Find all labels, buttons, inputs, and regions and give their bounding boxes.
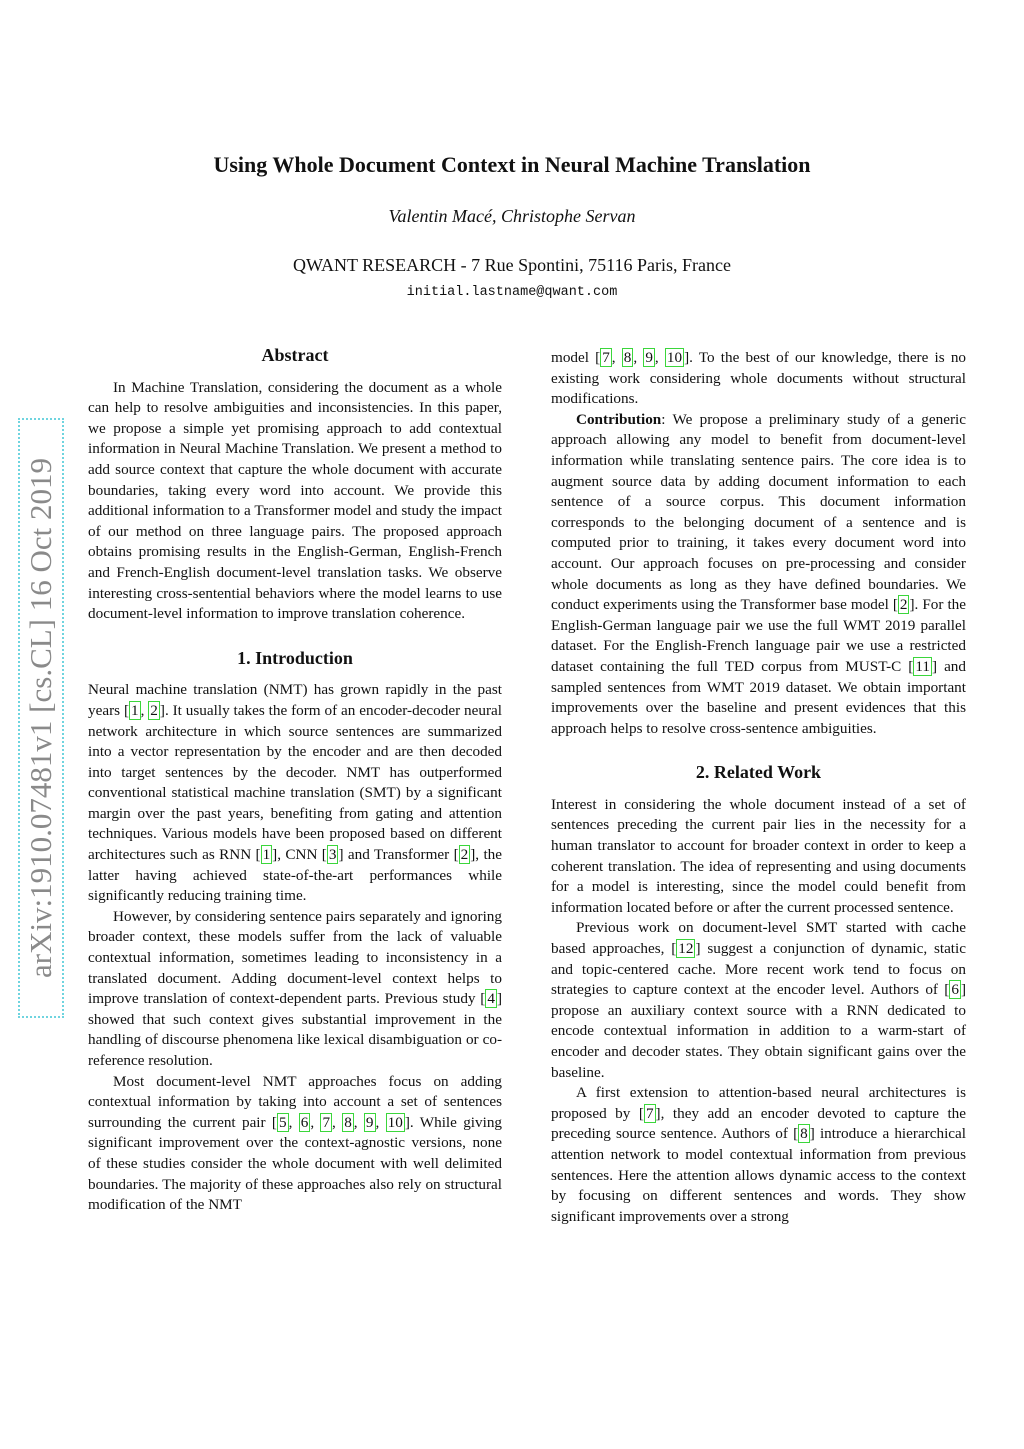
related-paragraph-1: Interest in considering the whole document instead of a set of sentences preceding the current pair lies in the necessity for a human translator to account for broader context in order to keep a coherent translation. The idea of representing and using documents for a model is interesting, since the model could benefit from information located before or after the current processed sentence. <box>551 795 966 916</box>
intro-paragraph-3: Most document-level NMT approaches focus on adding contextual information by taking into account a set of sentences surrounding the current pair [ 5 , 6 , 7 , 8 , 9 , 10 ]. While giving significant improvement over the context-agnostic versions, none of these studies consider the whole document with well delimited boundaries. The majority of these approaches also rely on structural modification of the NMT <box>88 1072 503 1214</box>
citation-1[interactable]: 1 <box>131 701 139 719</box>
citation-4[interactable]: 4 <box>487 990 495 1008</box>
arxiv-sidebar[interactable] <box>18 418 64 1018</box>
citation-8[interactable]: 8 <box>344 1113 352 1131</box>
related-paragraph-3: A first extension to attention-based neural architectures is proposed by [ 7 ], they add an encoder devoted to capture the preceding source sentence. Authors of [ 8 ] introduce a hierarchical attention network to model contextual information from previous sentences. Here the attention allows dynamic access to the context by focusing on different sentences and words. They show significant improvements over a strong <box>551 1084 966 1225</box>
paper-authors: Valentin Macé, Christophe Servan <box>388 206 636 226</box>
citation-12[interactable]: 12 <box>678 940 694 958</box>
abstract-heading: Abstract <box>261 345 329 365</box>
abstract-text: In Machine Translation, considering the document as a whole can help to resolve ambiguities and inconsistencies. In this paper, we propose a simple yet promising approach to add contextual information in Neural Machine Translation. We present a method to add source context that capture the whole document with accurate boundaries, taking every word into account. We provide this additional information to a Transformer model and study the impact of our method on three language pairs. The proposed approach obtains promising results in the English-German, English-French and French-English document-level translation tasks. We observe interesting cross-sentential behaviors where the model learns to use document-level information to improve translation coherence. <box>88 378 502 623</box>
citation-2[interactable]: 2 <box>150 701 158 719</box>
citation-9[interactable]: 9 <box>365 1113 374 1131</box>
citation-2[interactable]: 2 <box>899 596 908 614</box>
citation-7[interactable]: 7 <box>602 349 610 366</box>
contribution-label: Contribution <box>576 410 662 428</box>
citation-5[interactable]: 5 <box>278 1113 287 1131</box>
paper-affiliation: QWANT RESEARCH - 7 Rue Spontini, 75116 Paris, France <box>293 255 731 275</box>
citation-10[interactable]: 10 <box>666 349 683 366</box>
citation-10[interactable]: 10 <box>387 1113 403 1131</box>
intro-paragraph-4: model [ 7 , 8 , 9 , 10 ]. To the best of our knowledge, there is no existing work considering whole documents without structural modifications. <box>551 349 967 408</box>
intro-paragraph-1: Neural machine translation (NMT) has grown rapidly in the past years [ 1 , 2 ]. It usually takes the form of an encoder-decoder neural network architecture in which source sentences are summarized into a vector representation by the encoder and are then decoded into target sentences by the decoder. NMT has outperformed conventional statistical machine translation (SMT) by a significant margin over the past years, benefiting from gating and attention techniques. Various models have been proposed based on different architectures such as RNN [ 1 ], CNN [ 3 ] and Transformer [ 2 ], the latter having achieved state-of-the-art performances while significantly reducing training time. <box>88 681 502 905</box>
left-column <box>88 345 502 1216</box>
intro-paragraph-2: However, by considering sentence pairs separately and ignoring broader context, these models suffer from the lack of valuable contextual information, sometimes leading to inconsistency in a translated document. Adding document-level context helps to improve translation of context-dependent parts. Previous study [ 4 ] showed that such context gives substantial improvement in the handling of discourse phenomena like lexical disambiguation or co-reference resolution. <box>88 907 502 1069</box>
citation-3[interactable]: 3 <box>328 846 337 864</box>
citation-2[interactable]: 2 <box>460 846 469 864</box>
citation-8[interactable]: 8 <box>800 1125 808 1143</box>
related-paragraph-2: Previous work on document-level SMT started with cache based approaches, [ 12 ] suggest a conjunction of dynamic, static and topic-centered cache. More recent work tend to focus on strategies to capture context at the encoder level. Authors of [ 6 ] propose an auxiliary context source with a RNN dedicated to encode contextual information in addition to a warm-start of encoder and decoder states. They obtain significant gains over the baseline. <box>551 919 966 1081</box>
citation-8[interactable]: 8 <box>623 349 632 366</box>
right-column <box>551 348 966 1227</box>
introduction-heading: 1. Introduction <box>237 647 353 668</box>
paper-title: Using Whole Document Context in Neural Machine Translation <box>213 152 811 177</box>
contribution-paragraph: Contribution: We propose a preliminary study of a generic approach allowing any model to benefit from document-level information while translating sentence pairs. The core idea is to augment source data by adding document information to each sentence of a source corpus. This document information corresponds to the belonging document of a sentence and is computed prior to training, it takes every document word into account. Our approach focuses on pre-processing and consider whole documents as long as they have defined boundaries. We conduct experiments using the Transformer base model [ 2 ]. For the English-German language pair we use the full WMT 2019 parallel dataset. For the English-French language pair we use a restricted dataset containing the full TED corpus from MUST-C [ 11 ] and sampled sentences from WMT 2019 dataset. We obtain important improvements over the baseline and present evidences that this approach helps to resolve cross-sentence ambiguities. <box>551 410 966 737</box>
citation-6[interactable]: 6 <box>951 981 959 999</box>
citation-6[interactable]: 6 <box>300 1113 309 1131</box>
citation-7[interactable]: 7 <box>322 1113 331 1131</box>
related-work-heading: 2. Related Work <box>695 762 822 783</box>
citation-11[interactable]: 11 <box>915 657 930 675</box>
arxiv-identifier[interactable]: arXiv:1910.07481v1 [cs.CL] 16 Oct 2019 <box>23 457 58 979</box>
citation-7[interactable]: 7 <box>645 1104 654 1122</box>
citation-1[interactable]: 1 <box>262 846 271 864</box>
citation-9[interactable]: 9 <box>645 349 653 366</box>
paper-email: initial.lastname@qwant.com <box>406 285 618 300</box>
